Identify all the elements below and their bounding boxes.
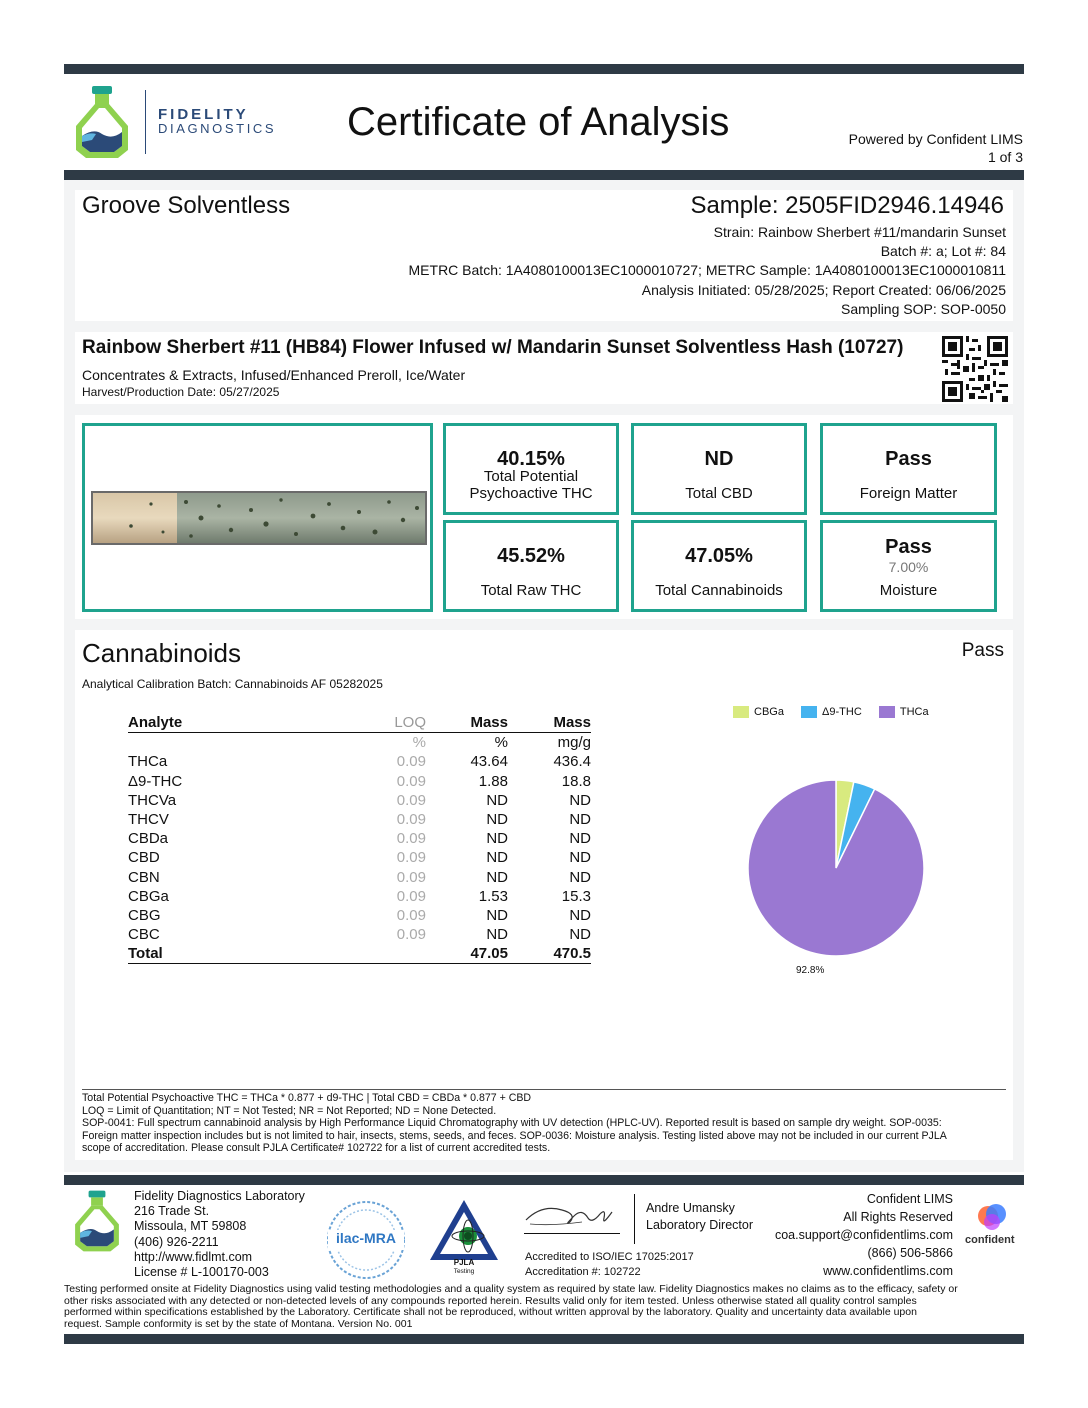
ilac-mra-text: ilac-MRA <box>336 1230 396 1246</box>
director-signature <box>522 1196 622 1232</box>
loq: 0.09 <box>396 772 426 790</box>
mass-mg: 436.4 <box>553 753 591 771</box>
total-cannabinoids-value: 47.05% <box>685 545 753 567</box>
table-row <box>128 906 591 925</box>
notes <box>82 1092 1012 1155</box>
loq: 0.09 <box>396 849 426 867</box>
unit-mass-pct: % <box>494 734 508 752</box>
table-row <box>128 848 591 867</box>
loq: 0.09 <box>396 811 426 829</box>
lab-contact <box>134 1189 305 1280</box>
mass-mg: ND <box>569 811 591 829</box>
summary-tile-moisture <box>820 520 997 612</box>
legend-label: Δ9-THC <box>822 706 862 718</box>
loq: 0.09 <box>396 791 426 809</box>
table-row <box>128 791 591 810</box>
lims-contact <box>775 1190 953 1280</box>
loq: 0.09 <box>396 887 426 905</box>
units-row <box>128 733 591 753</box>
note-line: SOP-0041: Full spectrum cannabinoid analysis by High Performance Liquid Chromatography with UV detection (HPLC-UV). Reported result is based on sample dry weight. SOP-0035: <box>82 1117 942 1129</box>
header-bottom-bar <box>64 170 1024 180</box>
mass-pct: 1.88 <box>478 772 508 790</box>
foreign-matter-label: Foreign Matter <box>859 485 958 502</box>
pie-label-thca: 92.8% <box>796 965 825 976</box>
total-label: Total <box>128 944 278 964</box>
moisture-label: Moisture <box>879 582 938 599</box>
signature-divider <box>634 1194 635 1244</box>
pjla-logo-icon <box>428 1198 500 1262</box>
table-row <box>128 925 591 944</box>
total-thc-value: 40.15% <box>497 448 565 470</box>
mass-mg: 15.3 <box>561 887 591 905</box>
moisture-percent: 7.00% <box>888 559 929 575</box>
unit-loq: % <box>412 734 426 752</box>
mass-pct: ND <box>486 811 508 829</box>
lims-email[interactable]: coa.support@confidentlims.com <box>774 1228 953 1242</box>
fidelity-flask-icon <box>70 84 134 160</box>
accreditation-number: Accreditation #: 102722 <box>525 1266 641 1278</box>
mass-pct: 1.53 <box>478 887 508 905</box>
analyte: CBGa <box>128 887 169 905</box>
cannabinoids-table <box>128 713 591 964</box>
top-bar <box>64 64 1024 74</box>
header-mass-mg: Mass <box>508 713 591 733</box>
confident-logo-icon <box>976 1202 1010 1234</box>
total-mass-pct: 47.05 <box>426 944 508 964</box>
analyte: CBC <box>128 926 160 944</box>
page-number: 1 of 3 <box>987 149 1023 165</box>
product-image-frame <box>82 423 433 612</box>
total-cbd-label: Total CBD <box>685 485 753 502</box>
unit-mass-mg: mg/g <box>557 734 591 752</box>
loq: 0.09 <box>396 753 426 771</box>
lims-url[interactable]: www.confidentlims.com <box>823 1264 953 1278</box>
header-loq: LOQ <box>278 713 426 733</box>
total-cbd-value: ND <box>704 448 734 470</box>
lab-address1: 216 Trade St. <box>134 1204 210 1219</box>
sampling-sop: Sampling SOP: SOP-0050 <box>841 301 1006 317</box>
metrc-info: METRC Batch: 1A4080100013EC1000010727; METRC Sample: 1A4080100013EC1000010811 <box>408 262 1006 278</box>
logo-divider <box>145 90 146 154</box>
table-row <box>128 829 591 848</box>
analyte: THCVa <box>128 791 177 809</box>
analyte: THCV <box>128 811 169 829</box>
disclaimer-line: performed within specifications established by the Laboratory. Certificate shall not be reproduced, without written approval by the laboratory. Quality and uncertainty data available upon <box>64 1306 917 1318</box>
raw-thc-value: 45.52% <box>497 545 565 567</box>
mass-pct: ND <box>486 849 508 867</box>
lab-name: Fidelity Diagnostics Laboratory <box>134 1189 305 1203</box>
total-cannabinoids-label: Total Cannabinoids <box>655 582 783 599</box>
cannabinoids-title: Cannabinoids <box>82 638 242 668</box>
summary-tile-total-cannabinoids <box>631 520 807 612</box>
analyte: CBN <box>128 868 160 886</box>
disclaimer-line: Testing performed onsite at Fidelity Diagnostics using valid testing methodologies and a quality system as required by state law. Fidelity Diagnostics makes no claims as to the efficacy, safety or <box>64 1283 958 1295</box>
note-line: LOQ = Limit of Quantitation; NT = Not Tested; NR = Not Reported; ND = None Detected. <box>82 1104 497 1117</box>
bottom-bar <box>64 1334 1024 1344</box>
analyte: THCa <box>128 753 168 771</box>
summary-tile-raw-thc <box>443 520 619 612</box>
mass-mg: ND <box>569 849 591 867</box>
analyte: Δ9-THC <box>128 772 183 790</box>
confident-logo-text: confident <box>965 1234 1015 1246</box>
summary-tile-foreign-matter <box>820 423 997 515</box>
mass-mg: ND <box>569 868 591 886</box>
fidelity-flask-footer-icon <box>70 1189 124 1253</box>
pjla-testing-text: Testing <box>453 1268 475 1275</box>
qr-code-icon[interactable] <box>942 336 1008 402</box>
signature-line <box>524 1233 620 1234</box>
mass-pct: ND <box>486 906 508 924</box>
analyte: CBDa <box>128 830 169 848</box>
header-analyte: Analyte <box>128 713 278 733</box>
director-title: Laboratory Director <box>646 1218 753 1232</box>
unit-analyte <box>128 733 278 753</box>
mass-mg: 18.8 <box>561 772 591 790</box>
product-name: Rainbow Sherbert #11 (HB84) Flower Infused w/ Mandarin Sunset Solventless Hash (10727) <box>82 337 904 358</box>
lims-name: Confident LIMS <box>866 1192 953 1206</box>
total-mass-mg: 470.5 <box>508 944 591 964</box>
table-row <box>128 868 591 887</box>
note-line: Total Potential Psychoactive THC = THCa * 0.877 + d9-THC | Total CBD = CBDa * 0.877 + CBD <box>82 1092 532 1104</box>
director-name: Andre Umansky <box>646 1201 735 1215</box>
lab-phone: (406) 926-2211 <box>134 1234 219 1249</box>
foreign-matter-value: Pass <box>885 448 932 470</box>
legend-swatch <box>801 706 817 718</box>
calibration-batch: Analytical Calibration Batch: Cannabinoids AF 05282025 <box>82 677 383 691</box>
table-row <box>128 810 591 829</box>
harvest-date: Harvest/Production Date: 05/27/2025 <box>82 385 280 399</box>
legend-swatch <box>733 706 749 718</box>
table-row <box>128 887 591 906</box>
analyte: CBD <box>128 849 160 867</box>
lab-address2: Missoula, MT 59808 <box>134 1219 247 1234</box>
disclaimer-line: request. Sample conformity is set by the state of Montana. Version No. 001 <box>64 1317 413 1330</box>
mass-pct: ND <box>486 868 508 886</box>
sample-id: Sample: 2505FID2946.14946 <box>690 192 1004 219</box>
iso-accreditation: Accredited to ISO/IEC 17025:2017 <box>525 1251 694 1263</box>
disclaimer <box>64 1284 1024 1330</box>
summary-tile-total-cbd <box>631 423 807 515</box>
summary-tile-total-thc <box>443 423 619 515</box>
legend-swatch <box>879 706 895 718</box>
loq: 0.09 <box>396 906 426 924</box>
disclaimer-line: other risks associated with any detected or non-detected levels of any compounds reported herein. Results valid only for item tested. Unless otherwise stated all quality control samples <box>64 1294 917 1307</box>
loq: 0.09 <box>396 926 426 944</box>
lims-phone: (866) 506-5866 <box>867 1246 953 1260</box>
legend-item-d9thc <box>801 706 862 718</box>
moisture-value: Pass <box>885 536 932 558</box>
product-category: Concentrates & Extracts, Infused/Enhanced Preroll, Ice/Water <box>82 367 466 383</box>
page-title: Certificate of Analysis <box>347 100 730 144</box>
legend-item-thca <box>879 706 929 718</box>
loq: 0.09 <box>396 830 426 848</box>
cannabinoid-pie-chart <box>740 772 932 964</box>
mass-pct: ND <box>486 791 508 809</box>
table-row <box>128 772 591 791</box>
note-line: scope of accreditation. Please consult PJLA Certificate# 102722 for a list of current accredited tests. <box>82 1142 551 1154</box>
analyte: CBG <box>128 906 161 924</box>
lab-license: License # L-100170-003 <box>134 1265 269 1280</box>
legend-item-cbga <box>733 706 784 718</box>
mass-pct: 43.64 <box>470 753 508 771</box>
logo-text-diagnostics: DIAGNOSTICS <box>158 121 277 136</box>
mass-mg: ND <box>569 830 591 848</box>
mass-mg: ND <box>569 791 591 809</box>
lab-url[interactable]: http://www.fidlmt.com <box>134 1249 253 1264</box>
header-mass-pct: Mass <box>426 713 508 733</box>
table-row <box>128 752 591 771</box>
mass-mg: ND <box>569 906 591 924</box>
chart-legend <box>733 706 929 718</box>
mass-pct: ND <box>486 830 508 848</box>
loq: 0.09 <box>396 868 426 886</box>
legend-label: THCa <box>899 706 929 718</box>
client-name: Groove Solventless <box>82 192 291 219</box>
batch-lot: Batch #: a; Lot #: 84 <box>880 243 1006 259</box>
total-thc-label: Total Potential Psychoactive THC <box>469 468 593 502</box>
mass-pct: ND <box>486 926 508 944</box>
cannabinoids-status: Pass <box>961 640 1004 661</box>
note-line: Foreign matter inspection includes but is not limited to hair, insects, stems, seeds, and feces. SOP-0036: Moisture analysis. Testing listed above may not be included in our current PJLA <box>82 1129 947 1142</box>
raw-thc-label: Total Raw THC <box>480 582 582 599</box>
total-row <box>128 944 591 964</box>
legend-label: CBGa <box>754 706 784 718</box>
lims-rights: All Rights Reserved <box>843 1210 953 1224</box>
strain: Strain: Rainbow Sherbert #11/mandarin Sunset <box>713 224 1006 240</box>
powered-by: Powered by Confident LIMS <box>848 131 1023 147</box>
logo-text-fidelity: FIDELITY <box>158 106 249 123</box>
table-header-row <box>128 713 591 733</box>
preroll-image <box>91 488 427 548</box>
footer-top-bar <box>64 1175 1024 1185</box>
analysis-dates: Analysis Initiated: 05/28/2025; Report Created: 06/06/2025 <box>641 282 1006 298</box>
notes-divider <box>82 1089 1006 1090</box>
pjla-text: PJLA <box>453 1258 475 1267</box>
mass-mg: ND <box>569 926 591 944</box>
pie-slice-thca <box>748 780 924 956</box>
total-loq <box>278 944 426 964</box>
